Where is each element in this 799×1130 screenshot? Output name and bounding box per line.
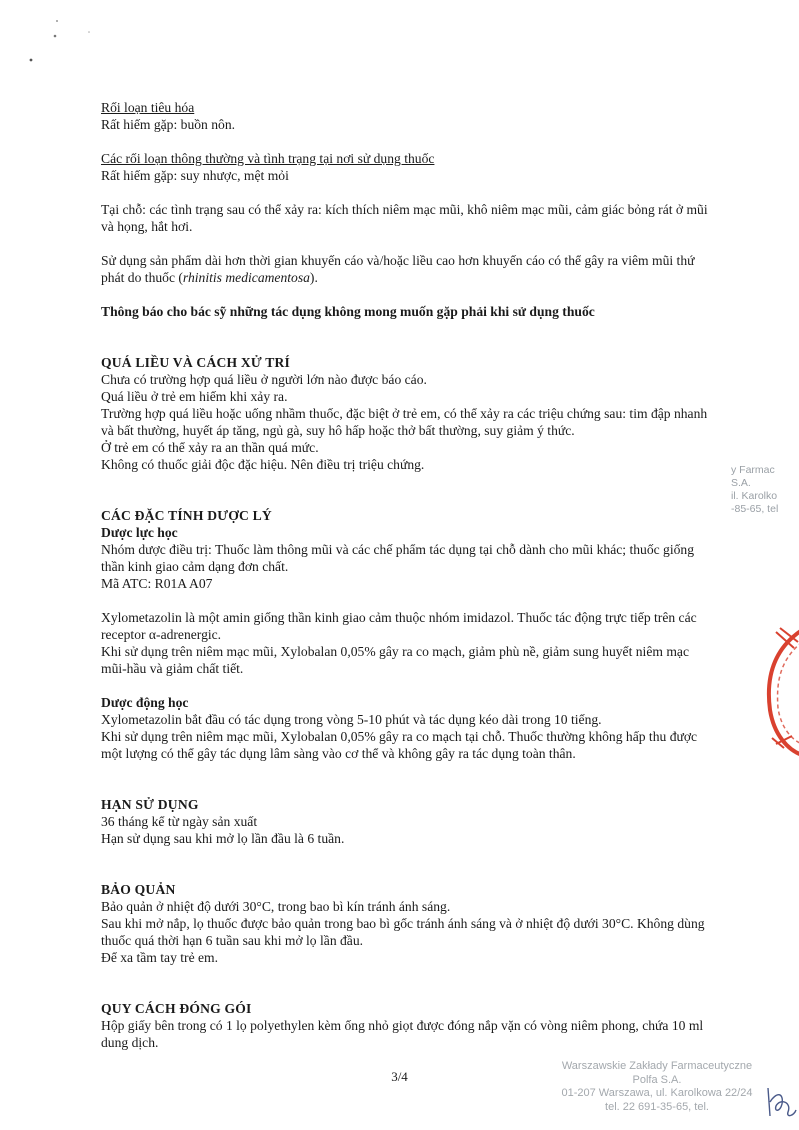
paragraph: Hộp giấy bên trong có 1 lọ polyethylen kèm ống nhỏ giọt được đóng nắp vặn có vòng niêm phong, chứa 10 ml dung dịch. (101, 1018, 704, 1050)
paragraph: 36 tháng kể từ ngày sản xuất (101, 814, 258, 829)
paragraph: Quá liều ở trẻ em hiếm khi xảy ra. (101, 389, 288, 404)
paragraph: Không có thuốc giải độc đặc hiệu. Nên điều trị triệu chứng. (101, 457, 425, 472)
company-stamp-partial (731, 464, 799, 516)
section-heading: BẢO QUẢN (101, 882, 176, 897)
paragraph: Nhóm dược điều trị: Thuốc làm thông mũi và các chế phẩm tác dụng tại chỗ dành cho mũi khác; thuốc giống thần kinh giao cảm dạng đơn chất. (101, 542, 695, 574)
paragraph: Rất hiếm gặp: suy nhược, mệt mỏi (101, 168, 289, 183)
paragraph: Sau khi mở nắp, lọ thuốc được bảo quản trong bao bì gốc tránh ánh sáng và ở nhiệt độ dưới 30°C. Không dùng thuốc quá thời hạn 6 tuần sau khi mở lọ lần đầu. (101, 916, 705, 948)
page-number: 3/4 (391, 1069, 408, 1084)
paragraph: Bảo quản ở nhiệt độ dưới 30°C, trong bao bì kín tránh ánh sáng. (101, 899, 451, 914)
paragraph: Chưa có trường hợp quá liều ở người lớn nào được báo cáo. (101, 372, 427, 387)
red-seal-partial (762, 620, 799, 760)
text-run: ). (309, 270, 318, 285)
paragraph: Tại chỗ: các tình trạng sau có thể xảy ra: kích thích niêm mạc mũi, khô niêm mạc mũi, cảm giác bỏng rát ở mũi và họng, hắt hơi. (101, 202, 708, 234)
italic-term: rhinitis medicamentosa (182, 270, 310, 285)
paragraph: Xylometazolin bắt đầu có tác dụng trong vòng 5-10 phút và tác dụng kéo dài trong 10 tiếng. (101, 712, 602, 727)
section-subheading: Dược lực học (101, 525, 178, 540)
stamp-line: -85-65, tel (731, 503, 779, 515)
paragraph (101, 252, 716, 286)
paragraph: Trường hợp quá liều hoặc uống nhầm thuốc, đặc biệt ở trẻ em, có thể xảy ra các triệu chứng sau: tim đập nhanh và bất thường, huyết áp tăng, ngủ gà, suy hô hấp hoặc thở bất thường, suy giảm ý thức. (101, 406, 708, 438)
atc-code: Mã ATC: R01A A07 (101, 576, 213, 591)
section-subheading: Rối loạn tiêu hóa (101, 100, 195, 115)
paragraph: Khi sử dụng trên niêm mạc mũi, Xylobalan 0,05% gây ra co mạch tại chỗ. Thuốc thường không hấp thu được một lượng có thể gây tác dụng lâm sàng vào cơ thể và không gây ra tác dụng toàn thân. (101, 729, 698, 761)
paragraph: Xylometazolin là một amin giống thần kinh giao cảm thuộc nhóm imidazol. Thuốc tác động trực tiếp trên các receptor α-adrenergic. (101, 610, 697, 642)
section-subheading: Dược động học (101, 695, 189, 710)
scan-specks (25, 15, 105, 75)
paragraph: Hạn sử dụng sau khi mở lọ lần đầu là 6 tuần. (101, 831, 345, 846)
stamp-line: tel. 22 691-35-65, tel. (605, 1100, 709, 1113)
paragraph: Khi sử dụng trên niêm mạc mũi, Xylobalan 0,05% gây ra co mạch, giảm phù nề, giảm sung huyết niêm mạc mũi-hầu và giảm chất tiết. (101, 644, 689, 676)
section-heading: QUY CÁCH ĐÓNG GÓI (101, 1001, 252, 1016)
stamp-line: il. Karolko (731, 490, 778, 502)
stamp-line: S.A. (731, 477, 751, 489)
stamp-line: 01-207 Warszawa, ul. Karolkowa 22/24 (561, 1087, 753, 1099)
document-body (101, 99, 716, 1051)
section-subheading: Các rối loạn thông thường và tình trạng tại nơi sử dụng thuốc (101, 151, 435, 166)
paragraph: Để xa tầm tay trẻ em. (101, 950, 219, 965)
company-stamp (552, 1060, 762, 1114)
stamp-line: Warszawskie Zakłady Farmaceutyczne (561, 1060, 753, 1072)
paragraph: Rất hiếm gặp: buồn nôn. (101, 117, 236, 132)
stamp-line: y Farmac (731, 464, 775, 476)
notice-text: Thông báo cho bác sỹ những tác dụng không mong muốn gặp phải khi sử dụng thuốc (101, 304, 595, 319)
stamp-line: Polfa S.A. (632, 1073, 682, 1086)
text-run: Sử dụng sản phẩm dài hơn thời gian khuyến cáo và/hoặc liều cao hơn khuyến cáo có thể gây ra viêm mũi thứ phát do thuốc ( (101, 253, 695, 285)
paragraph: Ở trẻ em có thể xảy ra an thần quá mức. (101, 440, 319, 455)
section-heading: QUÁ LIỀU VÀ CÁCH XỬ TRÍ (101, 355, 291, 370)
section-heading: HẠN SỬ DỤNG (101, 797, 199, 812)
section-heading: CÁC ĐẶC TÍNH DƯỢC LÝ (101, 508, 272, 523)
handwritten-initials (764, 1082, 798, 1122)
